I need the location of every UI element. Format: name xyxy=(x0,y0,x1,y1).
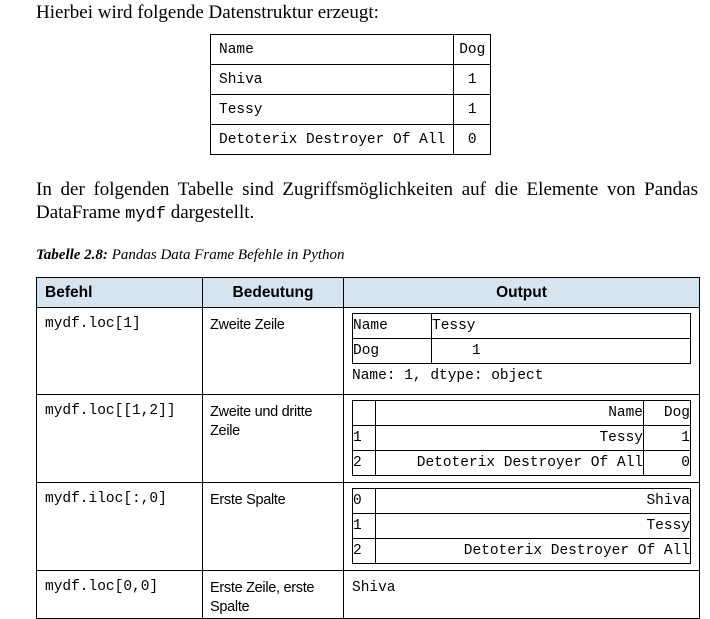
header-command: Befehl xyxy=(37,278,203,308)
command-cell xyxy=(37,571,203,619)
output-block xyxy=(344,395,699,482)
command-code: mydf.loc[[1,2]] xyxy=(45,403,176,419)
output-block xyxy=(344,308,699,394)
description-paragraph xyxy=(36,178,698,226)
command-cell xyxy=(37,395,203,483)
output-dataframe xyxy=(352,400,691,476)
table-row xyxy=(37,308,700,395)
output-value: Detoterix Destroyer Of All xyxy=(376,539,691,564)
output-value: Tessy xyxy=(432,314,691,339)
table-header-row xyxy=(211,35,491,65)
commands-table xyxy=(36,277,700,619)
output-value: Tessy xyxy=(376,514,691,539)
cell-dog: 0 xyxy=(454,125,491,155)
output-value: Shiva xyxy=(352,580,396,596)
output-index: 2 xyxy=(353,539,376,564)
command-meaning: Erste Spalte xyxy=(210,492,286,508)
cell-name: Detoterix Destroyer Of All xyxy=(211,125,454,155)
output-dog: 0 xyxy=(644,451,691,476)
output-name: Tessy xyxy=(376,426,644,451)
cell-name: Tessy xyxy=(211,95,454,125)
table-row xyxy=(37,395,700,483)
output-col-dog: Dog xyxy=(644,401,691,426)
table-row xyxy=(211,65,491,95)
header-meaning: Bedeutung xyxy=(203,278,344,308)
output-block xyxy=(344,483,699,570)
output-cell xyxy=(344,395,700,483)
output-value: Shiva xyxy=(376,489,691,514)
paragraph-text: In der folgenden Tabelle sind Zugriffsmöglichkeiten auf die Elemente von Pandas DataFrame xyxy=(36,179,698,223)
command-cell xyxy=(37,308,203,395)
output-label: Dog xyxy=(353,339,432,364)
header-dog: Dog xyxy=(454,35,491,65)
caption-label: Tabelle 2.8: xyxy=(36,247,108,263)
intro-text: Hierbei wird folgende Datenstruktur erzeugt: xyxy=(36,2,379,23)
output-label: Name xyxy=(353,314,432,339)
output-index: 0 xyxy=(353,489,376,514)
meaning-cell xyxy=(203,483,344,571)
table-row xyxy=(37,483,700,571)
output-block xyxy=(344,571,699,606)
command-meaning: Zweite Zeile xyxy=(210,317,285,333)
command-code: mydf.loc[0,0] xyxy=(45,579,159,595)
header-name: Name xyxy=(211,35,454,65)
table-row xyxy=(37,571,700,619)
command-meaning: Zweite und dritte Zeile xyxy=(210,404,313,439)
output-index: 1 xyxy=(353,514,376,539)
output-index: 2 xyxy=(353,451,376,476)
meaning-cell xyxy=(203,308,344,395)
meaning-cell xyxy=(203,395,344,483)
output-value: 1 xyxy=(432,339,691,364)
output-cell xyxy=(344,483,700,571)
output-index: 1 xyxy=(353,426,376,451)
output-col-name: Name xyxy=(376,401,644,426)
dataframe-table xyxy=(210,34,491,155)
table-caption xyxy=(36,247,345,264)
output-cell xyxy=(344,571,700,619)
output-column xyxy=(352,488,691,564)
output-dog: 1 xyxy=(644,426,691,451)
inline-code: mydf xyxy=(125,205,166,224)
output-name: Detoterix Destroyer Of All xyxy=(376,451,644,476)
cell-dog: 1 xyxy=(454,65,491,95)
command-code: mydf.loc[1] xyxy=(45,316,141,332)
table-row xyxy=(211,95,491,125)
output-cell xyxy=(344,308,700,395)
table-row xyxy=(211,125,491,155)
command-code: mydf.iloc[:,0] xyxy=(45,491,167,507)
paragraph-text-end: dargestellt. xyxy=(165,202,255,223)
meaning-cell xyxy=(203,571,344,619)
commands-header-row xyxy=(37,278,700,308)
command-meaning: Erste Zeile, erste Spalte xyxy=(210,580,315,615)
command-cell xyxy=(37,483,203,571)
caption-text: Pandas Data Frame Befehle in Python xyxy=(107,247,345,263)
cell-name: Shiva xyxy=(211,65,454,95)
output-dtype-line: Name: 1, dtype: object xyxy=(352,368,544,384)
cell-dog: 1 xyxy=(454,95,491,125)
header-output: Output xyxy=(344,278,700,308)
output-series xyxy=(352,313,691,364)
